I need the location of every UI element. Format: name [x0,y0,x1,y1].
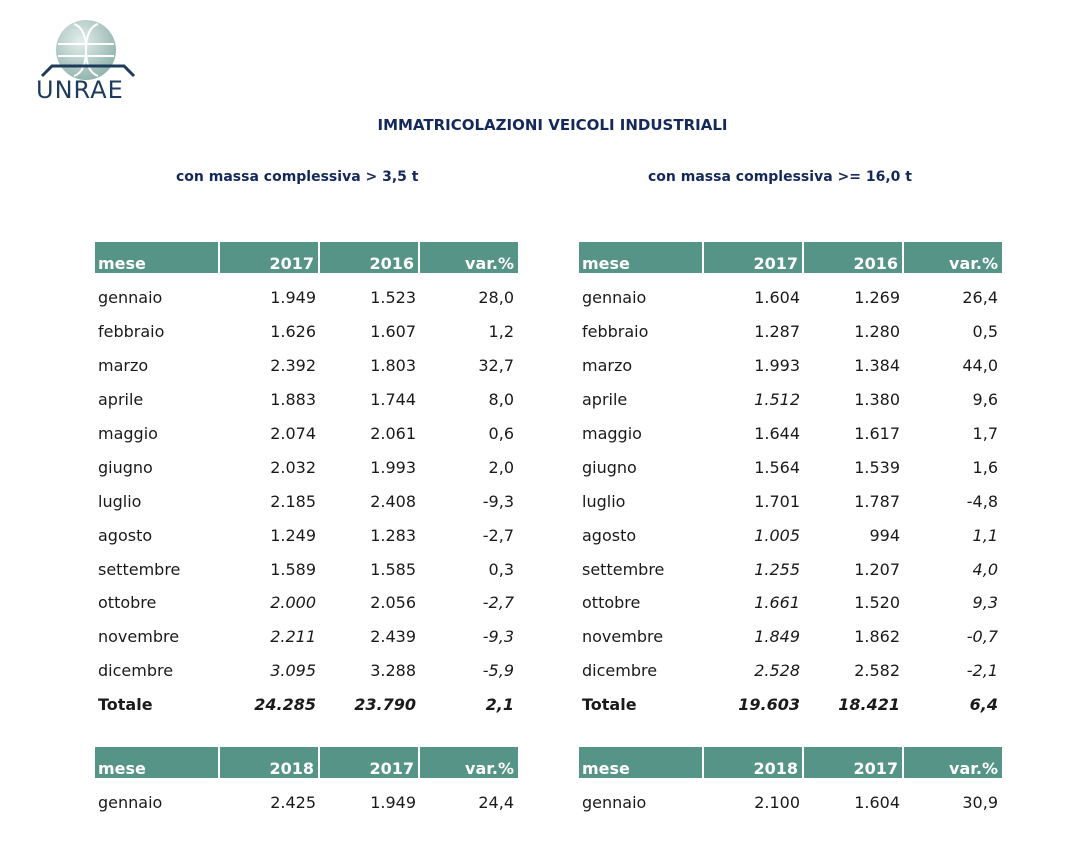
value-cell: 2.074 [270,424,316,443]
value-cell: 1.626 [270,322,316,342]
month-cell: settembre [98,559,181,579]
value-cell: 2.185 [270,491,316,511]
table-row [579,518,1002,552]
table-row [579,281,1002,315]
value-cell: 0,5 [972,322,998,342]
month-cell: gennaio [582,288,647,308]
value-cell: 1.585 [370,559,416,579]
value-cell: 994 [869,525,900,545]
column-header: 2017 [320,747,420,778]
table-header [95,747,518,778]
table-left-2018 [95,747,518,820]
month-cell: dicembre [582,661,658,681]
page-title: IMMATRICOLAZIONI VEICOLI INDUSTRIALI [377,116,728,134]
month-cell: luglio [582,491,626,511]
value-cell: 1.993 [754,356,800,376]
table-header [95,242,518,273]
month-cell: aprile [582,390,628,410]
table-row [95,586,518,620]
month-cell: gennaio [582,793,647,813]
subtitle-right: con massa complessiva >= 16,0 t [648,169,912,185]
column-header: 2017 [704,242,804,273]
table-left-2017 [95,242,518,722]
total-label: Totale [98,695,153,715]
month-cell: maggio [582,424,642,443]
value-cell: 1.539 [854,457,900,477]
table-row [95,552,518,586]
subtitle-left: con massa complessiva > 3,5 t [176,169,419,185]
month-cell: agosto [582,525,637,545]
table-row [579,417,1002,451]
value-cell: 2,0 [488,457,514,477]
value-cell: 2.425 [270,793,316,813]
value-cell: 1.564 [754,457,800,477]
total-value: 6,4 [969,695,998,715]
value-cell: 2.000 [270,593,316,613]
value-cell: 32,7 [478,356,514,376]
value-cell: 1.255 [754,559,800,579]
value-cell: 1.849 [754,627,800,647]
value-cell: 1.005 [754,525,800,545]
column-header: mese [579,747,704,778]
value-cell: 2.582 [854,661,900,681]
month-cell: agosto [98,525,153,545]
value-cell: 1.787 [854,491,900,511]
value-cell: 2.211 [270,627,316,647]
value-cell: 2.528 [754,661,800,681]
value-cell: -2,7 [482,593,514,613]
value-cell: -9,3 [482,491,514,511]
value-cell: 1,6 [972,457,998,477]
value-cell: 2.056 [370,593,416,613]
month-cell: marzo [98,356,149,376]
value-cell: 30,9 [962,793,998,813]
month-cell: gennaio [98,793,163,813]
value-cell: 2.100 [754,793,800,813]
value-cell: 1,7 [972,424,998,443]
value-cell: 3.095 [270,661,316,681]
value-cell: 1.520 [854,593,900,613]
value-cell: -0,7 [966,627,998,647]
value-cell: 28,0 [478,288,514,308]
total-value: 23.790 [354,695,416,715]
table-row [579,315,1002,349]
value-cell: 26,4 [962,288,998,308]
value-cell: 2.032 [270,457,316,477]
table-row [95,620,518,654]
column-header: 2016 [804,242,904,273]
value-cell: 1.249 [270,525,316,545]
month-cell: ottobre [582,593,641,613]
value-cell: 1.523 [370,288,416,308]
value-cell: 1.512 [754,390,800,410]
value-cell: 24,4 [478,793,514,813]
value-cell: 1,1 [972,525,998,545]
value-cell: 1.604 [754,288,800,308]
table-row [579,620,1002,654]
table-right-2017 [579,242,1002,722]
value-cell: 1.661 [754,593,800,613]
value-cell: 1.384 [854,356,900,376]
value-cell: 1.993 [370,457,416,477]
total-value: 19.603 [738,695,800,715]
value-cell: 1.644 [754,424,800,443]
table-row [579,484,1002,518]
value-cell: 1.380 [854,390,900,410]
table-right-2018 [579,747,1002,820]
value-cell: 1.949 [270,288,316,308]
table-header [579,242,1002,273]
value-cell: 9,3 [972,593,998,613]
month-cell: gennaio [98,288,163,308]
value-cell: -5,9 [482,661,514,681]
column-header: mese [95,242,220,273]
value-cell: -4,8 [966,491,998,511]
column-header: 2018 [220,747,320,778]
logo-text: UNRAE [36,76,124,104]
value-cell: 1.207 [854,559,900,579]
month-cell: novembre [98,627,180,647]
value-cell: 1.883 [270,390,316,410]
value-cell: 1.862 [854,627,900,647]
value-cell: 2.392 [270,356,316,376]
value-cell: 1.744 [370,390,416,410]
value-cell: 1.287 [754,322,800,342]
table-row [579,654,1002,688]
table-row [95,654,518,688]
value-cell: -2,1 [966,661,998,681]
month-cell: luglio [98,491,142,511]
value-cell: 1.604 [854,793,900,813]
table-row [95,281,518,315]
value-cell: 1.283 [370,525,416,545]
month-cell: aprile [98,390,144,410]
column-header: mese [579,242,704,273]
value-cell: 1.589 [270,559,316,579]
table-header [579,747,1002,778]
value-cell: 1.269 [854,288,900,308]
total-row [579,688,1002,722]
total-value: 18.421 [838,695,900,715]
table-row [95,383,518,417]
column-header: mese [95,747,220,778]
month-cell: febbraio [582,322,649,342]
month-cell: ottobre [98,593,157,613]
column-header: var.% [420,242,518,273]
value-cell: 4,0 [972,559,998,579]
total-label: Totale [582,695,637,715]
value-cell: 1.607 [370,322,416,342]
value-cell: 9,6 [972,390,998,410]
table-row [95,417,518,451]
value-cell: 44,0 [962,356,998,376]
value-cell: 2.439 [370,627,416,647]
value-cell: 1.617 [854,424,900,443]
column-header: var.% [904,747,1002,778]
value-cell: 0,6 [488,424,514,443]
month-cell: dicembre [98,661,174,681]
total-value: 24.285 [254,695,316,715]
value-cell: 3.288 [370,661,416,681]
table-row [95,349,518,383]
value-cell: 0,3 [488,559,514,579]
month-cell: giugno [98,457,153,477]
month-cell: novembre [582,627,664,647]
value-cell: 1,2 [488,322,514,342]
value-cell: 2.061 [370,424,416,443]
month-cell: giugno [582,457,637,477]
unrae-logo [34,18,144,104]
column-header: 2017 [220,242,320,273]
value-cell: 1.701 [754,491,800,511]
value-cell: 1.803 [370,356,416,376]
table-row [95,786,518,820]
total-value: 2,1 [485,695,514,715]
value-cell: -9,3 [482,627,514,647]
table-row [579,349,1002,383]
table-row [95,315,518,349]
table-row [95,450,518,484]
value-cell: 1.949 [370,793,416,813]
table-row [579,786,1002,820]
month-cell: marzo [582,356,633,376]
column-header: 2017 [804,747,904,778]
column-header: var.% [904,242,1002,273]
value-cell: 8,0 [488,390,514,410]
total-row [95,688,518,722]
column-header: 2016 [320,242,420,273]
column-header: 2018 [704,747,804,778]
table-row [579,586,1002,620]
table-row [579,552,1002,586]
value-cell: 1.280 [854,322,900,342]
table-row [95,484,518,518]
column-header: var.% [420,747,518,778]
table-row [579,450,1002,484]
value-cell: 2.408 [370,491,416,511]
value-cell: -2,7 [482,525,514,545]
month-cell: febbraio [98,322,165,342]
month-cell: settembre [582,559,665,579]
table-row [579,383,1002,417]
month-cell: maggio [98,424,158,443]
table-row [95,518,518,552]
